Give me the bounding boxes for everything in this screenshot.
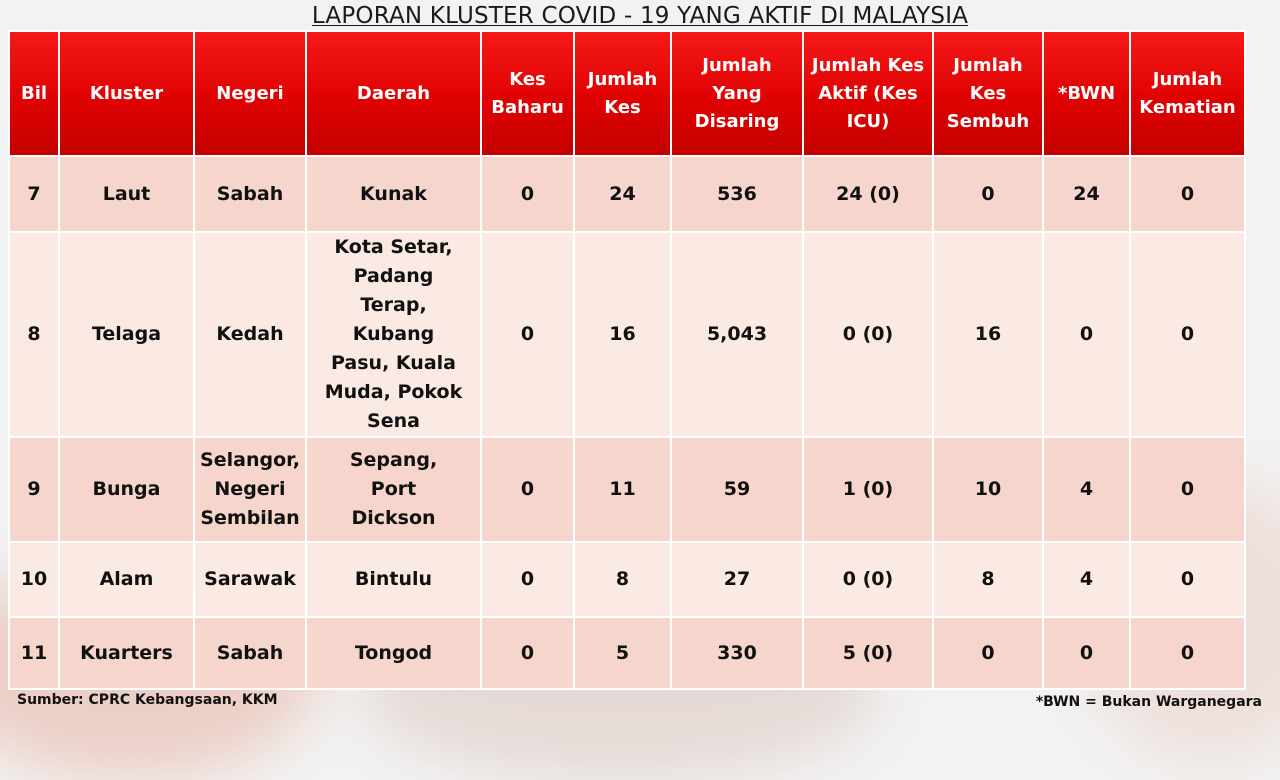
cell-kematian: 0 [1130, 617, 1245, 689]
cell-negeri: Sabah [194, 617, 306, 689]
cell-jumlah-kes: 11 [574, 437, 671, 542]
table-row [9, 542, 1245, 617]
cell-kes-sembuh: 0 [933, 156, 1043, 232]
table-row [9, 617, 1245, 689]
cell-negeri: Sabah [194, 156, 306, 232]
source-note: Sumber: CPRC Kebangsaan, KKM [17, 692, 278, 708]
cell-jumlah-disaring: 5,043 [671, 232, 803, 437]
header-kluster: Kluster [59, 31, 194, 156]
cell-jumlah-disaring: 27 [671, 542, 803, 617]
header-negeri: Negeri [194, 31, 306, 156]
bwn-footnote: *BWN = Bukan Warganegara [1035, 694, 1262, 710]
cell-jumlah-kes: 5 [574, 617, 671, 689]
cell-kluster: Kuarters [59, 617, 194, 689]
cell-daerah: Sepang, Port Dickson [306, 437, 481, 542]
cell-daerah: Kunak [306, 156, 481, 232]
cell-kes-baharu: 0 [481, 232, 574, 437]
cell-kluster: Alam [59, 542, 194, 617]
cell-kes-aktif: 1 (0) [803, 437, 933, 542]
cell-kluster: Bunga [59, 437, 194, 542]
cell-daerah: Tongod [306, 617, 481, 689]
page-title: LAPORAN KLUSTER COVID - 19 YANG AKTIF DI MALAYSIA [311, 3, 969, 29]
cell-kes-aktif: 5 (0) [803, 617, 933, 689]
cell-kes-aktif: 24 (0) [803, 156, 933, 232]
cell-kematian: 0 [1130, 156, 1245, 232]
cell-bwn: 0 [1043, 617, 1130, 689]
cell-kes-sembuh: 16 [933, 232, 1043, 437]
cell-bwn: 24 [1043, 156, 1130, 232]
cell-negeri: Kedah [194, 232, 306, 437]
table-header-row [9, 31, 1245, 156]
header-jumlah-kes: Jumlah Kes [574, 31, 671, 156]
cell-kes-aktif: 0 (0) [803, 542, 933, 617]
cell-bil: 9 [9, 437, 59, 542]
header-kematian: Jumlah Kematian [1130, 31, 1245, 156]
header-kes-sembuh: Jumlah Kes Sembuh [933, 31, 1043, 156]
cell-kes-baharu: 0 [481, 617, 574, 689]
header-kes-baharu: Kes Baharu [481, 31, 574, 156]
header-bil: Bil [9, 31, 59, 156]
cell-jumlah-disaring: 536 [671, 156, 803, 232]
cell-jumlah-kes: 16 [574, 232, 671, 437]
header-kes-aktif: Jumlah Kes Aktif (Kes ICU) [803, 31, 933, 156]
cell-jumlah-kes: 8 [574, 542, 671, 617]
cluster-table [8, 30, 1246, 690]
cell-bil: 7 [9, 156, 59, 232]
cell-bwn: 4 [1043, 437, 1130, 542]
table-row [9, 156, 1245, 232]
cell-kematian: 0 [1130, 437, 1245, 542]
cell-negeri: Sarawak [194, 542, 306, 617]
cell-kematian: 0 [1130, 232, 1245, 437]
cell-kes-aktif: 0 (0) [803, 232, 933, 437]
cell-bwn: 0 [1043, 232, 1130, 437]
cell-bil: 10 [9, 542, 59, 617]
cell-bil: 8 [9, 232, 59, 437]
cell-kes-baharu: 0 [481, 156, 574, 232]
cell-kes-baharu: 0 [481, 437, 574, 542]
cell-bil: 11 [9, 617, 59, 689]
cell-jumlah-kes: 24 [574, 156, 671, 232]
table-row [9, 232, 1245, 437]
header-jumlah-disaring: Jumlah Yang Disaring [671, 31, 803, 156]
cell-negeri: Selangor, Negeri Sembilan [194, 437, 306, 542]
header-bwn: *BWN [1043, 31, 1130, 156]
header-daerah: Daerah [306, 31, 481, 156]
cell-kes-sembuh: 0 [933, 617, 1043, 689]
table-row [9, 437, 1245, 542]
cell-kes-sembuh: 10 [933, 437, 1043, 542]
cell-bwn: 4 [1043, 542, 1130, 617]
cell-daerah: Bintulu [306, 542, 481, 617]
cell-kes-sembuh: 8 [933, 542, 1043, 617]
cell-kematian: 0 [1130, 542, 1245, 617]
cell-kluster: Laut [59, 156, 194, 232]
cell-kes-baharu: 0 [481, 542, 574, 617]
cell-daerah: Kota Setar, Padang Terap, Kubang Pasu, Kuala Muda, Pokok Sena [306, 232, 481, 437]
cell-jumlah-disaring: 330 [671, 617, 803, 689]
cell-kluster: Telaga [59, 232, 194, 437]
cell-jumlah-disaring: 59 [671, 437, 803, 542]
